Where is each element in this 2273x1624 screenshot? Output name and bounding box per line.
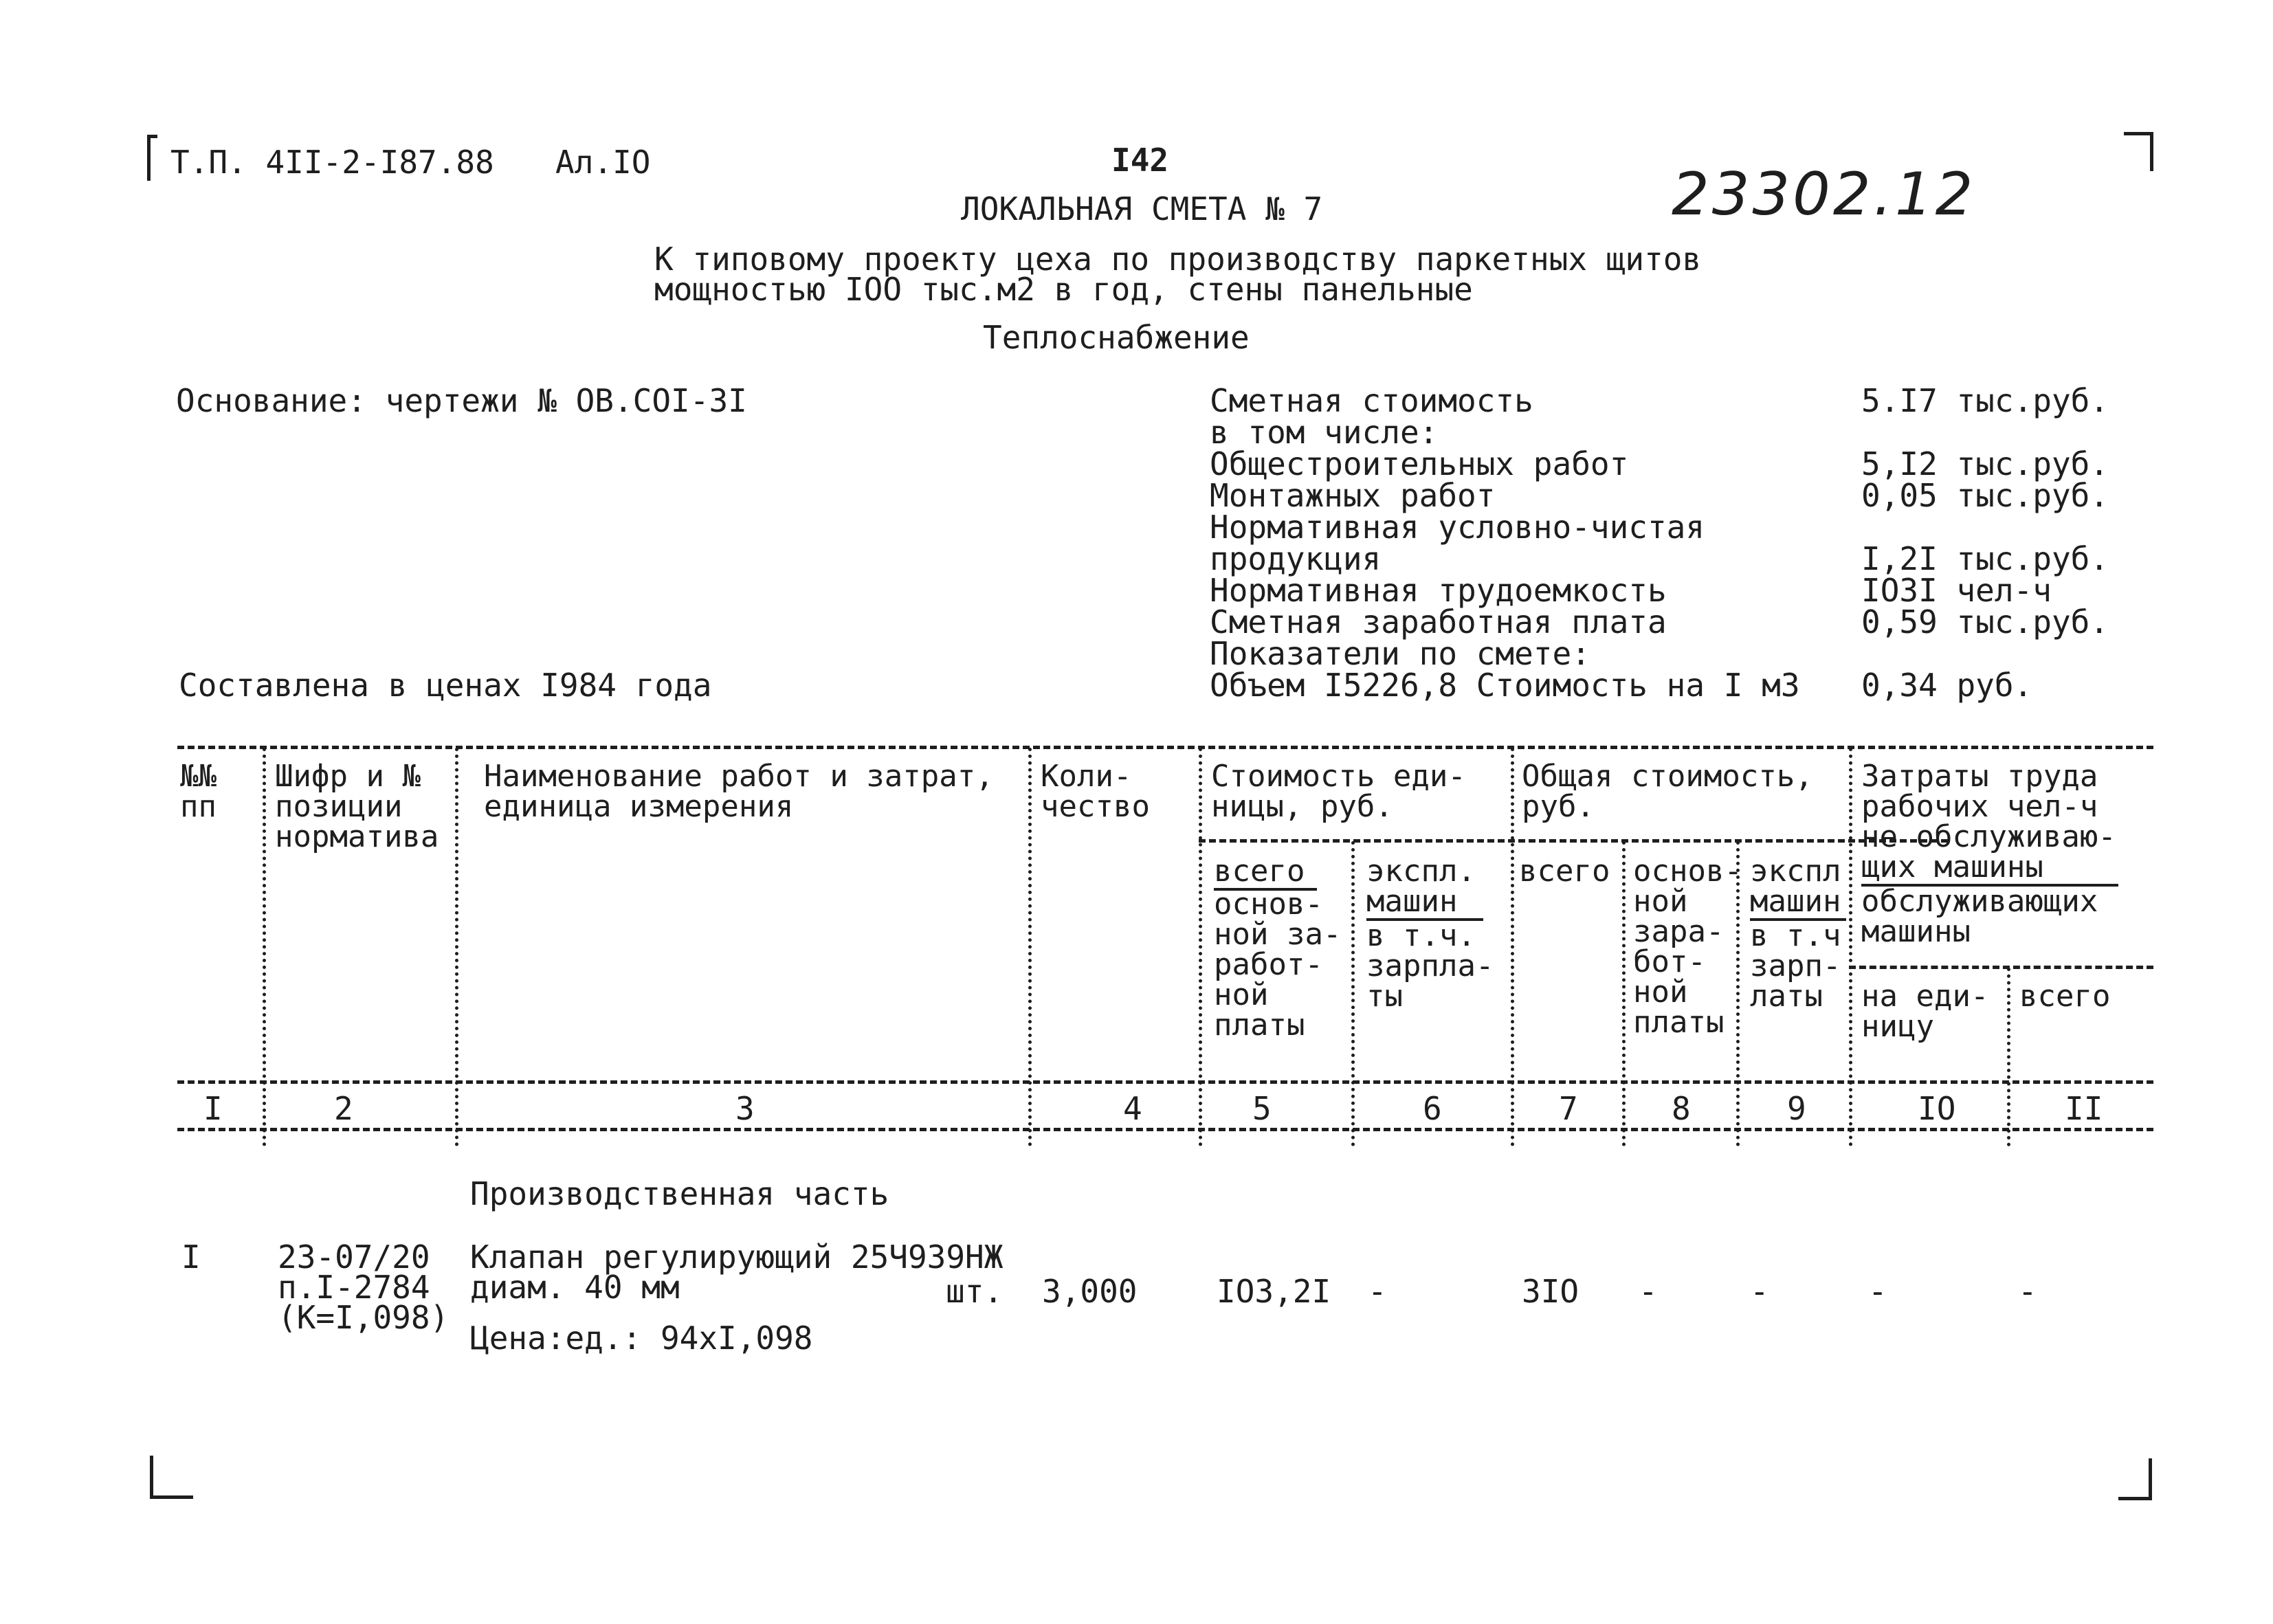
header-col5-line3: ной за- xyxy=(1214,917,1342,952)
header-col1-line2: пп xyxy=(180,789,217,824)
col-divider xyxy=(1849,748,1852,1146)
table-top-rule xyxy=(177,746,2153,749)
header-col3-line1: Наименование работ и затрат, xyxy=(484,759,994,794)
row-code-line1: 23-07/20 xyxy=(278,1238,430,1276)
header-col10-line1: на еди- xyxy=(1861,979,1989,1014)
column-number: IO xyxy=(1918,1090,1956,1127)
column-number: 3 xyxy=(735,1090,755,1127)
header-col4-line1: Коли- xyxy=(1041,759,1132,794)
header-col8-line1: основ- xyxy=(1633,854,1742,889)
subtitle-line-1: К типовому проекту цеха по производству паркетных щитов xyxy=(654,241,1702,278)
summary-label: продукция xyxy=(1210,540,1382,577)
rule-under-labor xyxy=(1849,966,2153,969)
header-col2-line1: Шифр и № xyxy=(275,759,421,794)
table-bottom-rule xyxy=(177,1128,2153,1131)
col-divider xyxy=(1351,841,1355,1146)
row-name-line1: Клапан регулирующий 25Ч939НЖ xyxy=(470,1238,1004,1276)
rule-under-unit-cost xyxy=(1199,839,1948,843)
col-divider xyxy=(1622,841,1626,1146)
row-total: 3IO xyxy=(1522,1273,1579,1310)
column-number: I xyxy=(203,1090,223,1127)
header-col6-line5: ты xyxy=(1366,979,1403,1014)
header-col1-line1: №№ xyxy=(180,759,217,794)
header-col9-line2: машин xyxy=(1750,884,1841,919)
header-labor-line3: не обслуживаю- xyxy=(1861,819,2116,854)
corner-mark-bottom-right xyxy=(2118,1458,2152,1500)
header-col5-line1: всего xyxy=(1214,854,1305,889)
summary-label: Сметная стоимость xyxy=(1210,382,1533,419)
summary-label: Объем I5226,8 Стоимость на I м3 xyxy=(1210,667,1800,704)
header-col6-line2: машин xyxy=(1366,884,1458,919)
row-labor-unit: - xyxy=(1868,1273,1887,1310)
header-total-cost-line2: руб. xyxy=(1522,789,1595,824)
header-col3-line2: единица измерения xyxy=(484,789,794,824)
column-number: 9 xyxy=(1787,1090,1806,1127)
header-total-cost-line1: Общая стоимость, xyxy=(1522,759,1813,794)
header-col9-line1: экспл xyxy=(1750,854,1841,889)
corner-mark-top-left xyxy=(147,135,157,181)
summary-value: 0,59 тыс.руб. xyxy=(1861,603,2109,641)
corner-mark-bottom-left xyxy=(150,1456,193,1499)
summary-value: IO3I чел-ч xyxy=(1861,572,2052,609)
summary-value: 0,34 руб. xyxy=(1861,667,2033,704)
header-unit-cost-line1: Стоимость еди- xyxy=(1211,759,1466,794)
summary-value: 5,I2 тыс.руб. xyxy=(1861,445,2109,482)
summary-label: в том числе: xyxy=(1210,414,1439,451)
header-col11: всего xyxy=(2019,979,2111,1014)
row-code-line3: (К=I,098) xyxy=(278,1299,450,1336)
header-col6-line4: зарпла- xyxy=(1366,948,1494,983)
summary-label: Общестроительных работ xyxy=(1210,445,1629,482)
summary-value: 5.I7 тыс.руб. xyxy=(1861,382,2109,419)
column-number: 8 xyxy=(1672,1090,1691,1127)
header-labor-line5: обслуживающих xyxy=(1861,884,2098,919)
column-number: 5 xyxy=(1252,1090,1272,1127)
col-divider xyxy=(1511,748,1514,1146)
summary-value: 0,05 тыс.руб. xyxy=(1861,477,2109,514)
header-col4-line2: чество xyxy=(1041,789,1150,824)
subtitle-line-2: мощностью IOO тыс.м2 в год, стены панельные xyxy=(654,271,1473,308)
header-col9-line3: в т.ч xyxy=(1750,918,1841,953)
header-col5-line2: основ- xyxy=(1214,887,1323,922)
column-number: 7 xyxy=(1559,1090,1578,1127)
header-unit-cost-line2: ницы, руб. xyxy=(1211,789,1393,824)
row-number: I xyxy=(181,1238,201,1276)
col-divider xyxy=(1028,748,1032,1146)
row-quantity: 3,000 xyxy=(1042,1273,1138,1310)
page-number: I42 xyxy=(1111,142,1169,179)
header-col7: всего xyxy=(1519,854,1610,889)
header-col6-line1: экспл. xyxy=(1366,854,1476,889)
header-labor-line4: щих машины xyxy=(1861,849,2043,885)
header-col2-line3: норматива xyxy=(275,819,439,854)
basis-drawings: Основание: чертежи № ОВ.СОI-3I xyxy=(176,382,747,419)
header-col8-line3: зара- xyxy=(1633,914,1725,949)
row-price-note: Цена:ед.: 94хI,098 xyxy=(470,1320,813,1357)
col-divider xyxy=(263,748,266,1146)
estimate-title: ЛОКАЛЬНАЯ СМЕТА № 7 xyxy=(961,190,1323,227)
header-col9-line4: зарп- xyxy=(1750,948,1841,983)
handwritten-inventory-number: 23302.12 xyxy=(1672,160,1976,229)
album-number: Ал.IO xyxy=(555,144,651,181)
corner-mark-top-right xyxy=(2124,132,2153,171)
column-number: 4 xyxy=(1123,1090,1142,1127)
summary-label: Показатели по смете: xyxy=(1210,635,1590,672)
row-unit-total: IO3,2I xyxy=(1217,1273,1331,1310)
summary-label: Нормативная условно-чистая xyxy=(1210,509,1705,546)
table-section-title: Производственная часть xyxy=(470,1175,889,1212)
col-divider xyxy=(455,748,458,1146)
basis-prices: Составлена в ценах I984 года xyxy=(179,667,712,704)
rule-under-headers xyxy=(177,1080,2153,1084)
summary-label: Сметная заработная плата xyxy=(1210,603,1667,641)
header-col8-line2: ной xyxy=(1633,884,1688,919)
row-code-line2: п.I-2784 xyxy=(278,1269,430,1306)
header-col8-line5: ной xyxy=(1633,975,1688,1010)
col-divider xyxy=(1199,748,1202,1146)
header-col8-line6: платы xyxy=(1633,1005,1725,1040)
column-number: II xyxy=(2065,1090,2103,1127)
col-divider xyxy=(2007,968,2010,1146)
row-unit-machines: - xyxy=(1368,1273,1387,1310)
header-labor-line1: Затраты труда xyxy=(1861,759,2098,794)
row-name-line2: диам. 40 мм xyxy=(470,1269,680,1306)
document-reference: Т.П. 4II-2-I87.88 xyxy=(170,144,494,181)
header-labor-line6: машины xyxy=(1861,914,1971,949)
header-col8-line4: бот- xyxy=(1633,944,1706,979)
header-labor-line2: рабочих чел-ч xyxy=(1861,789,2098,824)
section-title: Теплоснабжение xyxy=(983,319,1250,356)
header-col6-line3: в т.ч. xyxy=(1366,918,1476,953)
summary-label: Монтажных работ xyxy=(1210,477,1496,514)
row-unit: шт. xyxy=(946,1273,1004,1310)
column-number: 6 xyxy=(1423,1090,1442,1127)
row-total-wage: - xyxy=(1639,1273,1658,1310)
summary-value: I,2I тыс.руб. xyxy=(1861,540,2109,577)
header-col9-line5: латы xyxy=(1750,979,1823,1014)
summary-label: Нормативная трудоемкость xyxy=(1210,572,1667,609)
row-labor-total: - xyxy=(2018,1273,2037,1310)
column-number: 2 xyxy=(334,1090,353,1127)
header-col10-line2: ницу xyxy=(1861,1009,1934,1044)
row-total-machines: - xyxy=(1750,1273,1769,1310)
header-col5-line6: платы xyxy=(1214,1008,1305,1043)
header-col2-line2: позиции xyxy=(275,789,403,824)
header-col5-line4: работ- xyxy=(1214,947,1323,982)
header-col5-line5: ной xyxy=(1214,977,1269,1012)
